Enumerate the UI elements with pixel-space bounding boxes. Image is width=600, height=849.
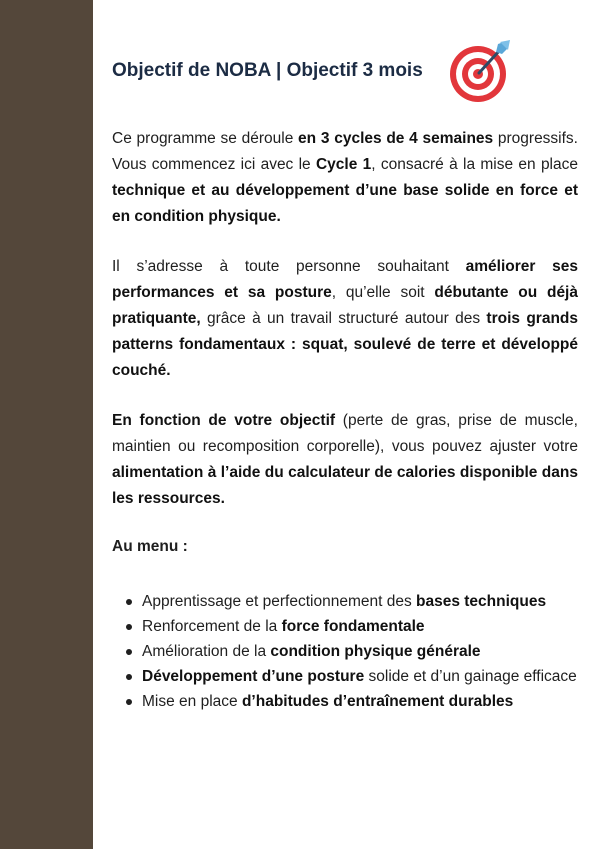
p1-bold-3: technique et au développement d’une base solide en force et en condition physique. — [112, 182, 578, 225]
p1-text-1: Ce programme se déroule — [112, 130, 299, 147]
list-item — [124, 689, 578, 714]
intro-paragraph — [112, 126, 578, 230]
item-after: solide et d’un gainage efficace — [364, 668, 577, 685]
p2-bold-2: débutante ou déjà pratiquante, — [112, 284, 578, 327]
nutrition-paragraph — [112, 408, 578, 512]
p2-bold-1: améliorer ses performances et sa posture — [112, 258, 578, 301]
item-text: Apprentissage et perfectionnement des — [142, 593, 417, 610]
p2-text-2: , qu’elle soit — [331, 284, 435, 301]
p3-text-1: (perte de gras, prise de muscle, maintien ou recomposition corporelle), vous pouvez ajuster votre — [112, 412, 578, 455]
p3-bold-1: En fonction de votre objectif — [112, 412, 336, 429]
menu-heading: Au menu : — [112, 538, 188, 555]
target-icon — [448, 38, 514, 104]
item-text: Mise en place — [142, 693, 242, 710]
page-title: Objectif de NOBA | Objectif 3 mois — [112, 60, 423, 81]
item-bold: condition physique générale — [270, 643, 481, 660]
item-bold: force fondamentale — [281, 618, 425, 635]
list-item — [124, 664, 578, 689]
item-text: Amélioration de la — [142, 643, 271, 660]
p1-text-3: , consacré à la mise en place — [371, 156, 578, 173]
p1-bold-1: en 3 cycles de 4 semaines — [298, 130, 494, 147]
p2-text-1: Il s’adresse à toute personne souhaitant — [112, 258, 466, 275]
p3-bold-2: alimentation à l’aide du calculateur de calories disponible dans les ressources. — [112, 464, 578, 507]
list-item — [124, 614, 578, 639]
content — [112, 0, 578, 849]
list-item — [124, 639, 578, 664]
p2-text-3: grâce à un travail structuré autour des — [200, 310, 487, 327]
item-text: Renforcement de la — [142, 618, 282, 635]
p1-bold-2: Cycle 1 — [315, 156, 372, 173]
item-bold: bases techniques — [416, 593, 547, 610]
menu-list — [124, 589, 578, 714]
p1-text-2: progressifs. Vous commencez ici avec le — [112, 130, 578, 173]
list-item — [124, 589, 578, 614]
audience-paragraph — [112, 254, 578, 384]
p2-bold-3: trois grands patterns fondamentaux : squat, soulevé de terre et développé couché. — [112, 310, 578, 379]
sidebar-band — [0, 0, 93, 849]
item-bold: Développement d’une posture — [142, 668, 365, 685]
item-bold: d’habitudes d’entraînement durables — [241, 693, 514, 710]
